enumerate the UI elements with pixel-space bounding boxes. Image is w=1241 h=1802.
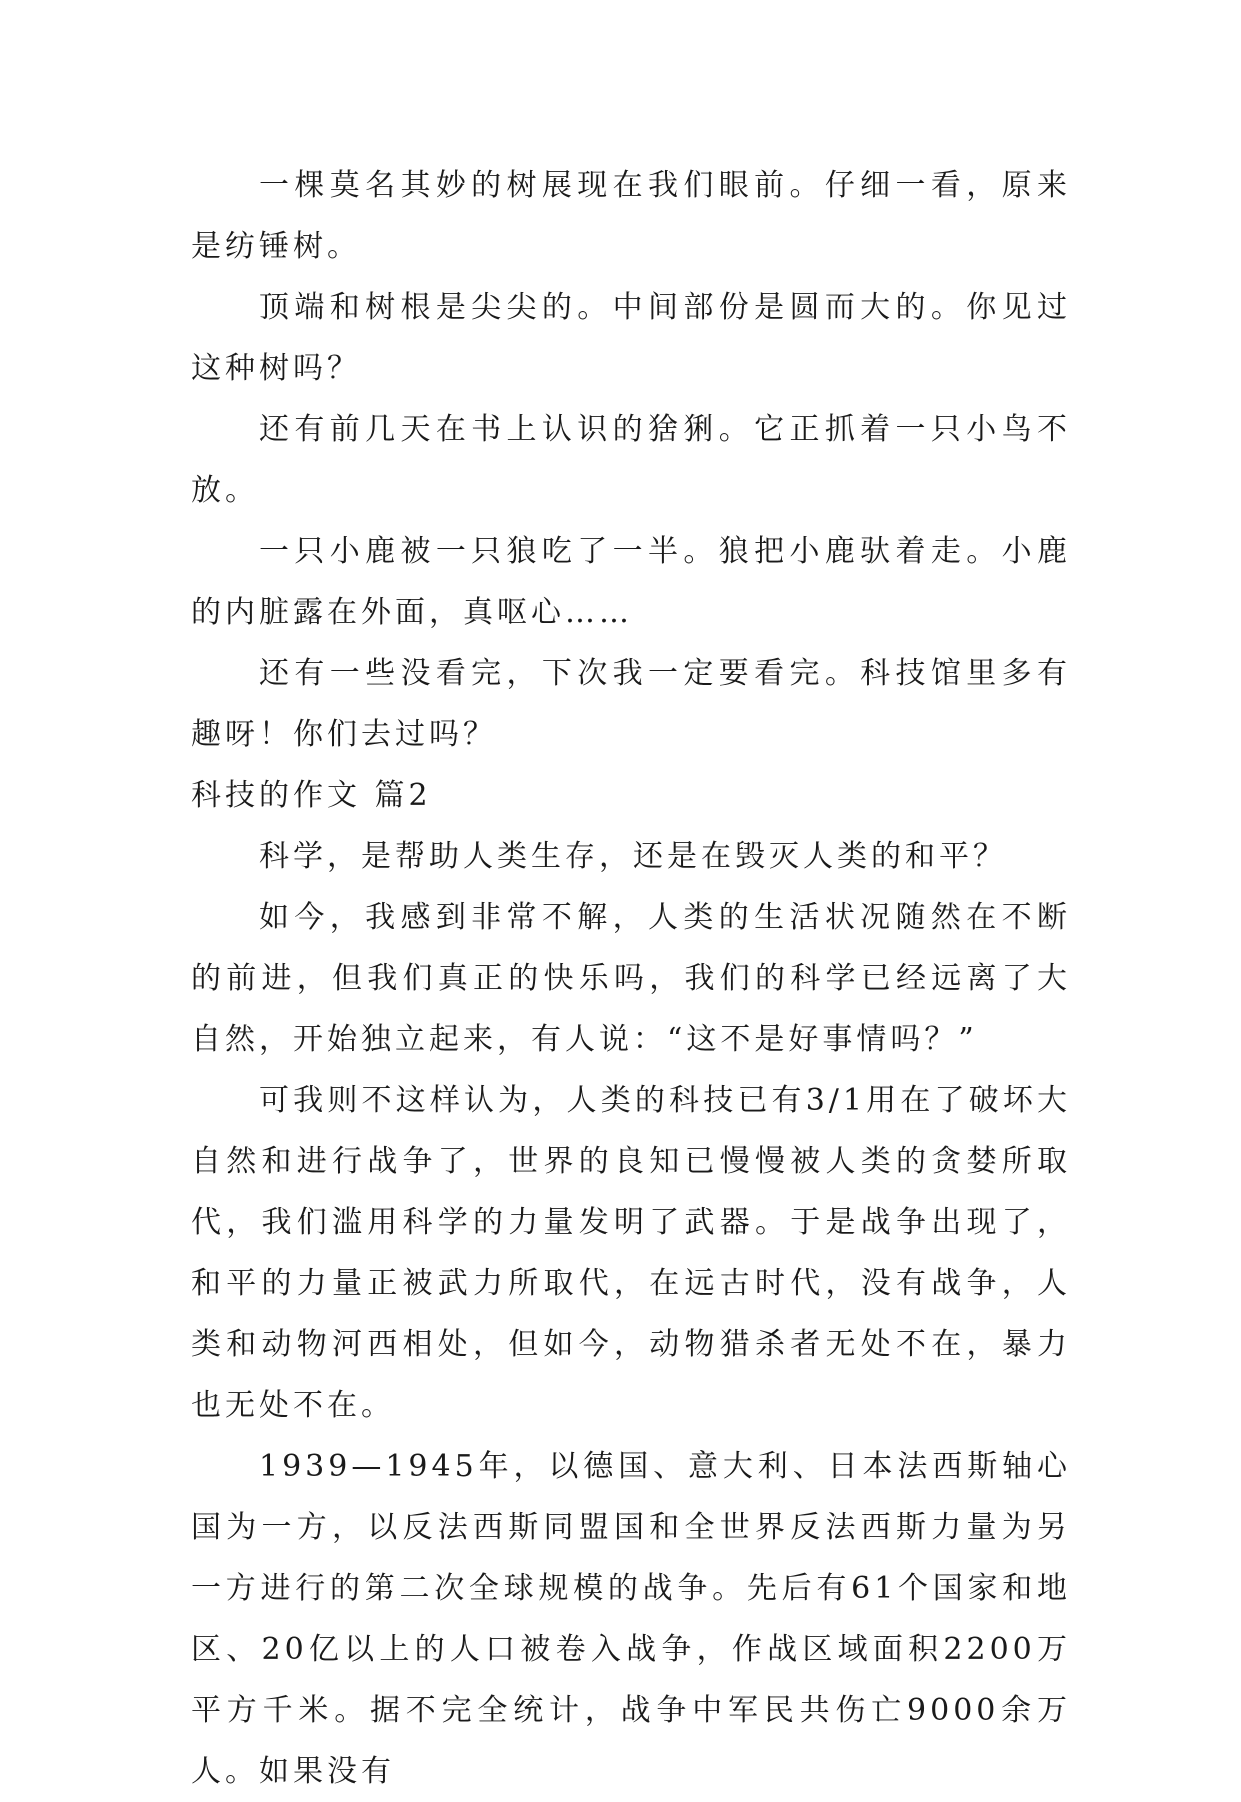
paragraph: 一只小鹿被一只狼吃了一半。狼把小鹿驮着走。小鹿的内脏露在外面，真呕心…… (191, 534, 1071, 630)
paragraph: 还有一些没看完，下次我一定要看完。科技馆里多有趣呀！你们去过吗？ (191, 656, 1071, 752)
paragraph: 可我则不这样认为，人类的科技已有3/1用在了破坏大自然和进行战争了，世界的良知已慢慢被人类的贪婪所取代，我们滥用科学的力量发明了武器。于是战争出现了，和平的力量正被武力所取代，在远古时代，没有战争，人类和动物河西相处，但如今，动物猎杀者无处不在，暴力也无处不在。 (191, 1083, 1071, 1423)
paragraph: 1939—1945年，以德国、意大利、日本法西斯轴心国为一方，以反法西斯同盟国和全世界反法西斯力量为另一方进行的第二次全球规模的战争。先后有61个国家和地区、20亿以上的人口被卷入战争，作战区域面积2200万平方千米。据不完全统计，战争中军民共伤亡9000余万人。如果没有 (191, 1449, 1071, 1789)
paragraph: 一棵莫名其妙的树展现在我们眼前。仔细一看，原来是纺锤树。 (191, 168, 1071, 264)
document-body (191, 155, 1071, 1802)
paragraph: 如今，我感到非常不解，人类的生活状况随然在不断的前进，但我们真正的快乐吗，我们的科学已经远离了大自然，开始独立起来，有人说：“这不是好事情吗？” (191, 900, 1071, 1057)
paragraph: 科学，是帮助人类生存，还是在毁灭人类的和平？ (259, 839, 1007, 874)
section-heading: 科技的作文 篇2 (191, 778, 432, 813)
paragraph: 还有前几天在书上认识的猞猁。它正抓着一只小鸟不放。 (191, 412, 1071, 508)
paragraph: 顶端和树根是尖尖的。中间部份是圆而大的。你见过这种树吗？ (191, 290, 1071, 386)
